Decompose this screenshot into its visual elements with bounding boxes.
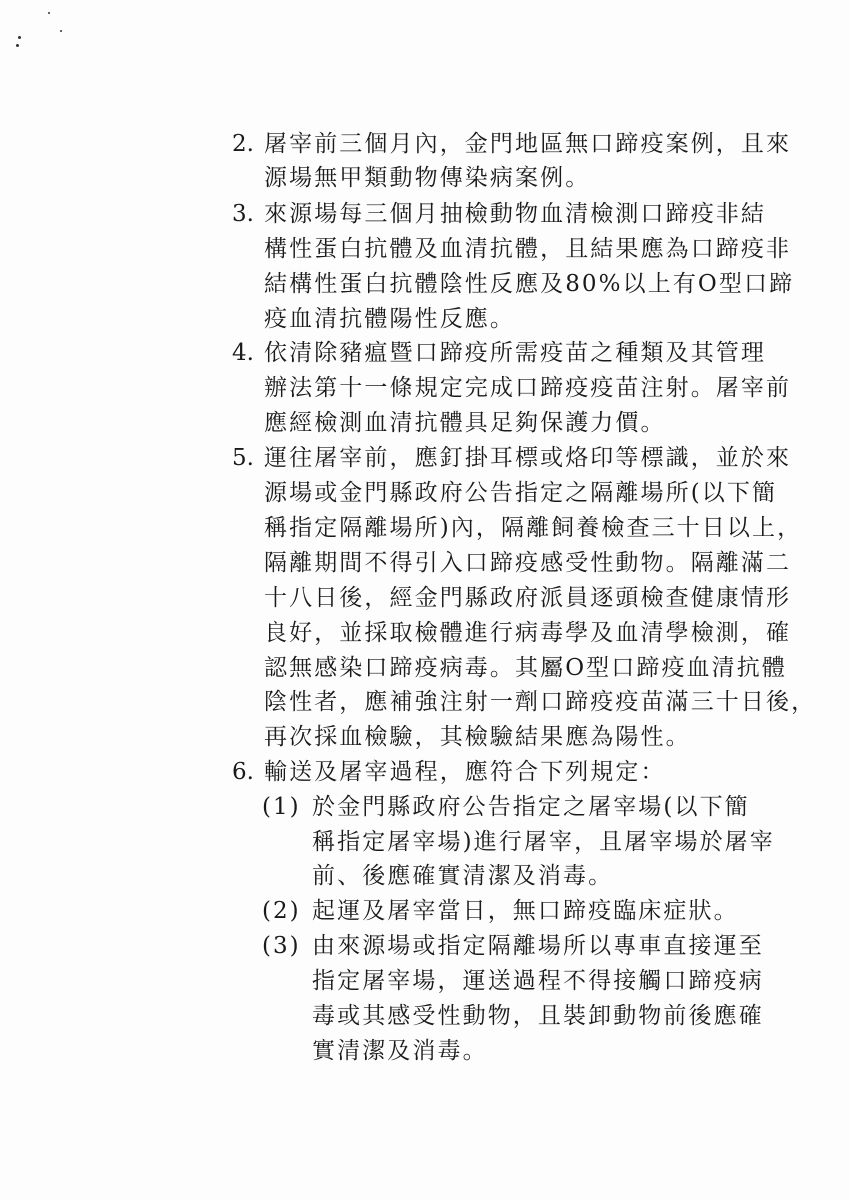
subitem-text-line: 實清潔及消毒。 [312, 1038, 488, 1064]
item-text-line: 陰性者，應補強注射一劑口蹄疫疫苗滿三十日後， [264, 689, 817, 715]
subitem-number: (3) [262, 933, 301, 959]
item-text-line: 結構性蛋白抗體陰性反應及80%以上有O型口蹄 [264, 271, 795, 297]
item-text-line: 輸送及屠宰過程，應符合下列規定： [264, 759, 666, 785]
item-number: 6. [232, 759, 254, 785]
item-text-line: 源場或金門縣政府公告指定之隔離場所(以下簡 [264, 480, 778, 506]
item-text-line: 依清除豬瘟暨口蹄疫所需疫苗之種類及其管理 [264, 340, 766, 366]
item-text-line: 疫血清抗體陽性反應。 [264, 306, 515, 332]
subitem-text-line: 指定屠宰場，運送過程不得接觸口蹄疫病 [312, 968, 764, 994]
item-text-line: 認無感染口蹄疫病毒。其屬O型口蹄疫血清抗體 [264, 655, 787, 681]
subitem-text-line: 由來源場或指定隔離場所以專車直接運至 [312, 933, 764, 959]
item-number: 4. [232, 340, 254, 366]
item-text-line: 運往屠宰前，應釘掛耳標或烙印等標識，並於來 [264, 445, 792, 471]
subitem-number: (1) [262, 794, 301, 820]
subitem-text-line: 前、後應確實清潔及消毒。 [312, 863, 614, 889]
item-text-line: 稱指定隔離場所)內，隔離飼養檢查三十日以上， [264, 515, 803, 541]
subitem-text-line: 稱指定屠宰場)進行屠宰，且屠宰場於屠宰 [312, 829, 775, 855]
item-text-line: 應經檢測血清抗體具足夠保護力價。 [264, 410, 666, 436]
item-text-line: 辦法第十一條規定完成口蹄疫疫苗注射。屠宰前 [264, 375, 792, 401]
item-number: 2. [232, 131, 254, 157]
item-text-line: 十八日後，經金門縣政府派員逐頭檢查健康情形 [264, 585, 792, 611]
subitem-text-line: 起運及屠宰當日，無口蹄疫臨床症狀。 [312, 898, 739, 924]
item-text-line: 再次採血檢驗，其檢驗結果應為陽性。 [264, 724, 691, 750]
subitem-text-line: 毒或其感受性動物，且裝卸動物前後應確 [312, 1003, 764, 1029]
item-text-line: 屠宰前三個月內，金門地區無口蹄疫案例，且來 [264, 131, 792, 157]
item-text-line: 隔離期間不得引入口蹄疫感受性動物。隔離滿二 [264, 550, 792, 576]
subitem-number: (2) [262, 898, 301, 924]
scan-speck [18, 36, 21, 39]
item-number: 3. [232, 201, 254, 227]
subitem-text-line: 於金門縣政府公告指定之屠宰場(以下簡 [312, 794, 750, 820]
item-number: 5. [232, 445, 254, 471]
scan-speck [60, 30, 62, 32]
item-text-line: 源場無甲類動物傳染病案例。 [264, 165, 591, 191]
scan-speck [48, 12, 50, 14]
scan-speck [16, 44, 19, 47]
item-text-line: 良好，並採取檢體進行病毒學及血清學檢測，確 [264, 620, 792, 646]
item-text-line: 構性蛋白抗體及血清抗體，且結果應為口蹄疫非 [264, 236, 792, 262]
item-text-line: 來源場每三個月抽檢動物血清檢測口蹄疫非結 [264, 201, 766, 227]
